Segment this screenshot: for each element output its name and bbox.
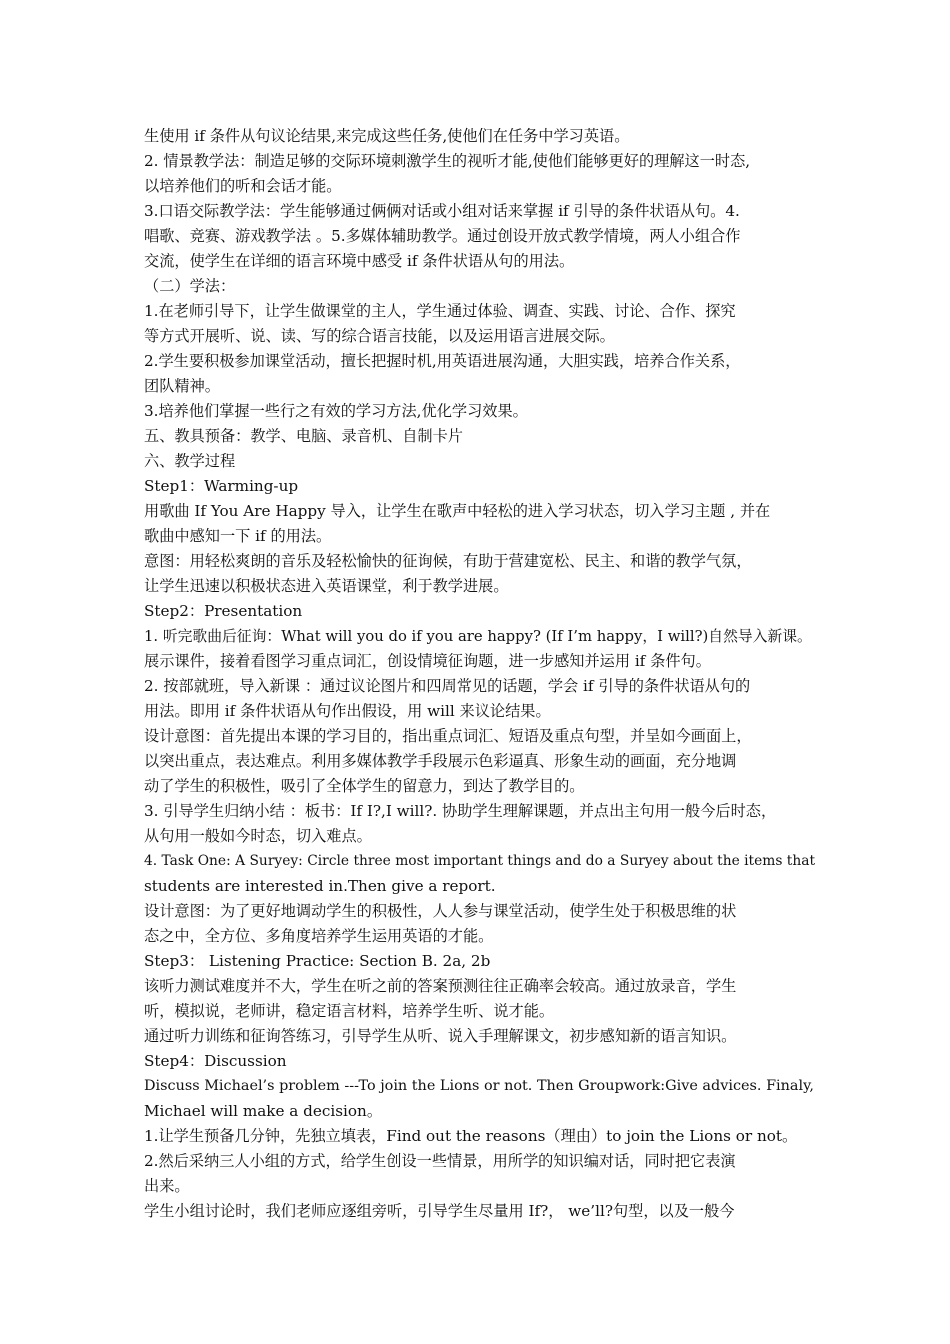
text-line: 出来。 — [144, 1177, 190, 1195]
text-line: 3.培养他们掌握一些行之有效的学习方法,优化学习效果。 — [144, 402, 528, 420]
text-line: 1. 听完歌曲后征询：What will you do if you are happy? (If I’m happy，I will?)自然导入新课。 — [144, 628, 812, 645]
text-line: 2.然后采纳三人小组的方式，给学生创设一些情景，用所学的知识编对话，同时把它表演 — [144, 1152, 736, 1170]
text-line: 2. 情景教学法：制造足够的交际环境刺激学生的视听才能,使他们能够更好的理解这一时态, — [144, 152, 751, 170]
document-body — [144, 124, 820, 1224]
text-line: 意图：用轻松爽朗的音乐及轻松愉快的征询候，有助于营建宽松、民主、和谐的教学气氛， — [144, 552, 752, 570]
text-line: 展示课件，接着看图学习重点词汇，创设情境征询题，进一步感知并运用 if 条件句。 — [144, 652, 711, 670]
text-line: 动了学生的积极性，吸引了全体学生的留意力，到达了教学目的。 — [144, 777, 585, 795]
text-line: 2. 按部就班，导入新课 ：通过议论图片和四周常见的话题，学会 if 引导的条件状语从句的 — [144, 677, 751, 695]
text-line: 唱歌、竞赛、游戏教学法 。5.多媒体辅助教学。通过创设开放式教学情境，两人小组合作 — [144, 227, 741, 245]
text-line: 用法。即用 if 条件状语从句作出假设，用 will 来议论结果。 — [144, 702, 551, 720]
text-line: 3.口语交际教学法：学生能够通过俩俩对话或小组对话来掌握 if 引导的条件状语从句。4. — [144, 202, 740, 220]
text-line: Step1：Warming-up — [144, 477, 299, 495]
text-line: Michael will make a decision。 — [144, 1102, 383, 1120]
text-line: 团队精神。 — [144, 377, 220, 395]
text-line: 生使用 if 条件从句议论结果,来完成这些任务,使他们在任务中学习英语。 — [144, 127, 630, 145]
text-line: 从句用一般如今时态，切入难点。 — [144, 827, 372, 845]
text-line: 六、教学过程 — [144, 452, 236, 470]
text-line: 让学生迅速以积极状态进入英语课堂，利于教学进展。 — [144, 577, 509, 595]
text-line: Step2：Presentation — [144, 602, 303, 620]
text-line: Step3： Listening Practice: Section B. 2a, 2b — [144, 952, 491, 970]
text-line: Step4：Discussion — [144, 1052, 287, 1070]
text-line: 1.让学生预备几分钟，先独立填表，Find out the reasons（理由）to join the Lions or not。 — [144, 1127, 798, 1145]
text-line: 听，模拟说，老师讲，稳定语言材料，培养学生听、说才能。 — [144, 1002, 555, 1020]
text-line: Discuss Michael’s problem ---To join the Lions or not. Then Groupwork:Give advices. Finaly, — [144, 1078, 814, 1094]
text-line: 设计意图：首先提出本课的学习目的，指出重点词汇、短语及重点句型，并呈如今画面上， — [144, 727, 752, 745]
text-line: students are interested in.Then give a report. — [144, 877, 496, 895]
text-line: 以培养他们的听和会话才能。 — [144, 177, 342, 195]
text-line: 五、教具预备：教学、电脑、录音机、自制卡片 — [144, 427, 463, 445]
text-line: 3. 引导学生归纳小结 ：板书：If I?,I will?. 协助学生理解课题，并点出主句用一般今后时态， — [144, 802, 777, 820]
text-line: 歌曲中感知一下 if 的用法。 — [144, 527, 332, 545]
text-line: 态之中，全方位、多角度培养学生运用英语的才能。 — [144, 927, 494, 945]
text-line: 1.在老师引导下，让学生做课堂的主人，学生通过体验、调查、实践、讨论、合作、探究 — [144, 302, 736, 320]
text-line: 设计意图：为了更好地调动学生的积极性，人人参与课堂活动，使学生处于积极思维的状 — [144, 902, 737, 920]
text-line: 用歌曲 If You Are Happy 导入，让学生在歌声中轻松的进入学习状态，切入学习主题 , 并在 — [144, 502, 771, 520]
text-line: 2.学生要积极参加课堂活动，擅长把握时机,用英语进展沟通，大胆实践，培养合作关系， — [144, 352, 741, 370]
text-line: 通过听力训练和征询答练习，引导学生从听、说入手理解课文，初步感知新的语言知识。 — [144, 1027, 737, 1045]
text-line: （二）学法： — [144, 277, 236, 295]
text-line: 该听力测试难度并不大，学生在听之前的答案预测往往正确率会较高。通过放录音，学生 — [144, 977, 737, 995]
text-line: 交流，使学生在详细的语言环境中感受 if 条件状语从句的用法。 — [144, 252, 575, 270]
text-line: 等方式开展听、说、读、写的综合语言技能，以及运用语言进展交际。 — [144, 327, 615, 345]
text-line: 4. Task One: A Suryey: Circle three most important things and do a Suryey about the items that — [144, 853, 816, 869]
text-line: 学生小组讨论时，我们老师应逐组旁听，引导学生尽量用 If?， we’ll?句型，以及一般今 — [144, 1202, 735, 1220]
text-line: 以突出重点，表达难点。利用多媒体教学手段展示色彩逼真、形象生动的画面，充分地调 — [144, 752, 737, 770]
